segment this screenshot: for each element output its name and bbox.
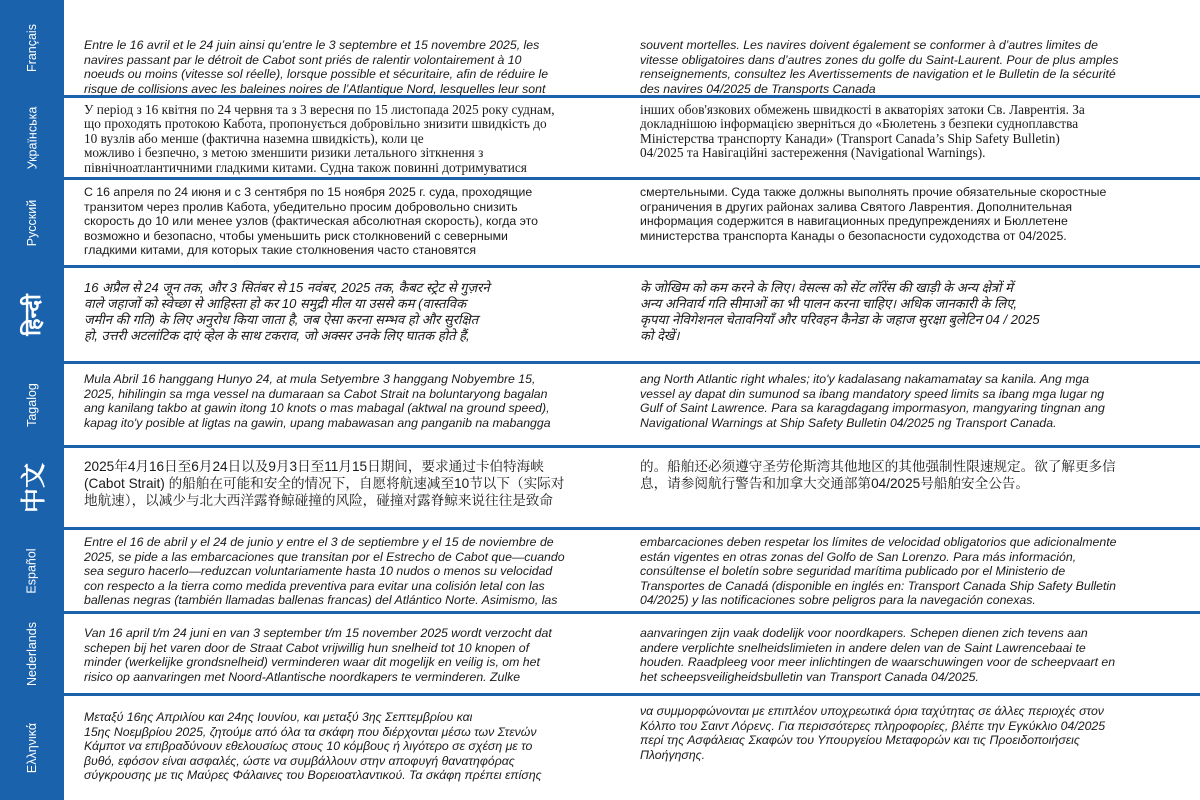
notice-text-part-1: С 16 апреля по 24 июня и с 3 сентября по 15 ноября 2025 г. суда, проходящие транзитом через пролив Кабота, убедительно просим добровольно снизить скорость до 10 или менее узлов (фактическая абсолютная скорость), когда это возможно и безопасно, чтобы уменьшить риск столкновений с северными гладкими китами, для которых такие столкновения часто становятся xyxy=(84,185,539,258)
notice-text-part-1: 2025年4月16日至6月24日以及9月3日至11月15日期间，要求通过卡伯特海峡 (Cabot Strait) 的船舶在可能和安全的情况下，自愿将航速减至10节以下（实际对 地航速），以减少与北大西洋露脊鲸碰撞的风险，碰撞对露脊鲸来说往往是致命 xyxy=(84,459,565,508)
notice-text-part-2: смертельными. Суда также должны выполнять прочие обязательные скоростные ограничения в других районах залива Святого Лаврентия. Дополнительная информация содержится в навигационных предупреждениях и Бюллетене министерства транспорта Канады о безопасности судоходства от 04/2025. xyxy=(640,185,1107,243)
language-label: Français xyxy=(25,23,39,72)
language-label: Русский xyxy=(24,199,39,246)
notice-text-part-2: να συμμορφώνονται με επιπλέον υποχρεωτικά όρια ταχύτητας σε άλλες περιοχές στον Κόλπο του Σαιντ Λόρενς. Για περισσότερες πληροφορίες, βλέπε την Εγκύκλιο 04/2025 περί της Ασφάλειας Σκαφών του Υπουργείου Μεταφορών και τις Προειδοποιήσεις Πλοήγησης. xyxy=(640,704,1106,762)
row-tagalog xyxy=(0,364,1200,448)
notice-text-part-1: Entre le 16 avril et le 24 juin ainsi qu’entre le 3 septembre et 15 novembre 2025, les navires passant par le détroit de Cabot sont priés de ralentir volontairement à 10 noeuds ou moins (vitesse sol réelle), lorsque possible et sécuritaire, afin de réduire le risque de collisions avec les baleines noires de l’Atlantique Nord, lesquelles leur sont xyxy=(84,38,549,96)
language-tab xyxy=(0,364,64,445)
notice-text-part-2: інших обов'язкових обмежень швидкості в акваторіях затоки Св. Лаврентія. За докладнішою інформацією зверніться до «Бюлетень з безпеки судноплавства Міністерства транспорту Канади» (Transport Canada’s Ship Safety Bulletin) 04/2025 та Навігаційні застереження (Navigational Warnings). xyxy=(640,102,1085,161)
language-label: Nederlands xyxy=(25,621,39,686)
notice-text-part-1: 16 अप्रैल से 24 जून तक, और 3 सितंबर से 15 नवंबर, 2025 तक, कैबट स्ट्रेट से गुज़रने वाले जहाजों को स्वेच्छा से आहिस्ता हो कर 10 समुद्री मील या उससे कम (वास्तविक जमीन की गति) के लिए अनुरोध किया जाता है, जब ऐसा करना सम्भव हो और सुरक्षित हो, उत्तरी अटलांटिक दाएं व्हेल के साथ टकराव, जो अक्सर उनके लिए घातक होते हैं, xyxy=(84,280,490,343)
language-label: 中文 xyxy=(19,462,48,513)
notice-text-part-2: 的。船舶还必须遵守圣劳伦斯湾其他地区的其他强制性限速规定。欲了解更多信 息，请参阅航行警告和加拿大交通部第04/2025号船舶安全公告。 xyxy=(640,459,1116,491)
notice-text-part-1: Entre el 16 de abril y el 24 de junio y entre el 3 de septiembre y el 15 de noviembre de 2025, se pide a las embarcaciones que transitan por el Estrecho de Cabot que—cuando sea seguro hacerlo—reduzcan voluntariamente hasta 10 nudos o menos su velocidad con respecto a la tierra como medida preventiva para evitar una colisión letal con las ballenas negras (también llamadas ballenas francas) del Atlántico Norte. Asimismo, las xyxy=(84,535,565,608)
notice-text-part-2: aanvaringen zijn vaak dodelijk voor noordkapers. Schepen dienen zich tevens aan andere verplichte snelheidslimieten in andere delen van de Saint Lawrencebaai te houden. Raadpleeg voor meer inlichtingen de waarschuwingen voor de scheepvaart en het scheepsveiligheidsbulletin van Transport Canada 04/2025. xyxy=(640,626,1116,684)
notice-text-part-1: Μεταξύ 16ης Απριλίου και 24ης Ιουνίου, και μεταξύ 3ης Σεπτεμβρίου και 15ης Νοεμβρίου 2025, ζητούμε από όλα τα σκάφη που διέρχονται μέσω των Στενών Κάμποτ να επιβραδύνουν εθελουσίως στους 10 κόμβους ή λιγότερο σε σχέση με το βυθό, εφόσον είναι ασφαλές, ώστε να συμβάλλουν στην αποφυγή θανατηφόρας σύγκρουσης με τις Μαύρες Φάλαινες του Βορειοατλαντικού. Τα σκάφη πρέπει επίσης xyxy=(84,710,542,783)
row-french xyxy=(0,0,1200,98)
row-spanish xyxy=(0,530,1200,614)
language-tab xyxy=(0,180,64,265)
notice-text-part-1: У період з 16 квітня по 24 червня та з 3 вересня по 15 листопада 2025 року суднам, що проходять протокою Кабота, пропонується добровільно знизити швидкість до 10 вузлів або менше (фактична наземна швидкість), коли це можливо і безпечно, з метою зменшити ризики летального зіткнення з північноатлантичними гладкими китами. Судна також повинні дотримуватися xyxy=(84,102,555,175)
row-greek xyxy=(0,696,1200,800)
row-dutch xyxy=(0,614,1200,696)
language-label: Español xyxy=(25,547,39,594)
row-ukrainian xyxy=(0,98,1200,180)
language-tab xyxy=(0,0,64,95)
language-tab xyxy=(0,614,64,693)
language-tab xyxy=(0,530,64,611)
notice-text-part-1: Mula Abril 16 hanggang Hunyo 24, at mula Setyembre 3 hanggang Nobyembre 15, 2025, hihilingin sa mga vessel na dumaraan sa Cabot Strait na boluntaryong bagalan ang kanilang takbo at gawin itong 10 knots o mas mabagal (aktwal na ground speed), kapag ito'y posible at ligtas na gawin, upang mabawasan ang panganib na mabangga xyxy=(84,372,551,430)
language-label: Ελληνικά xyxy=(24,722,39,774)
language-label: हिन्दी xyxy=(20,293,45,336)
language-tab xyxy=(0,268,64,361)
row-hindi xyxy=(0,268,1200,364)
notice-text-part-2: ang North Atlantic right whales; ito'y kadalasang nakamamatay sa kanila. Ang mga vessel ay dapat din sumunod sa ibang mandatory speed limits sa ibang mga lugar ng Gulf of Saint Lawrence. Para sa karagdagang impormasyon, mangyaring tingnan ang Navigational Warnings at Ship Safety Bulletin 04/2025 ng Transport Canada. xyxy=(640,372,1105,430)
notice-text-part-2: embarcaciones deben respetar los límites de velocidad obligatorios que adicionalmente están vigentes en otras zonas del Golfo de San Lorenzo. Para más información, consúltense el boletín sobre seguridad marítima publicado por el Ministerio de Transportes de Canadá (disponible en inglés en: Transport Canada Ship Safety Bulletin 04/2025) y las notificaciones sobre peligros para la navegación conexas. xyxy=(640,535,1117,608)
language-label: Tagalog xyxy=(24,382,39,427)
row-chinese xyxy=(0,448,1200,530)
language-tab xyxy=(0,696,64,800)
notice-text-part-2: के जोखिम को कम करने के लिए। वेसल्स को सेंट लॉरेंस की खाड़ी के अन्य क्षेत्रों में अन्य अनिवार्य गति सीमाओं का भी पालन करना चाहिए। अधिक जानकारी के लिए, कृपया नेविगेशनल चेतावनियाँ और परिवहन कैनेडा के जहाज सुरक्षा बुलेटिन 04 / 2025 को देखें। xyxy=(640,280,1040,343)
notice-text-part-2: souvent mortelles. Les navires doivent également se conformer à d’autres limites de vitesse obligatoires dans d’autres zones du golfe du Saint-Laurent. Pour de plus amples renseignements, consultez les Avertissements de navigation et le Bulletin de la sécurité des navires 04/2025 de Transports Canada xyxy=(640,38,1119,96)
language-tab xyxy=(0,98,64,177)
notice-text-part-1: Van 16 april t/m 24 juni en van 3 september t/m 15 november 2025 wordt verzocht dat schepen bij het varen door de Straat Cabot vrijwillig hun snelheid tot 10 knopen of minder (werkelijke grondsnelheid) verminderen waar dit mogelijk en veilig is, om het risico op aanvaringen met Noord-Atlantische noordkapers te verminderen. Zulke xyxy=(84,626,552,684)
language-label: Українська xyxy=(25,106,39,169)
row-russian xyxy=(0,180,1200,268)
language-tab xyxy=(0,448,64,527)
